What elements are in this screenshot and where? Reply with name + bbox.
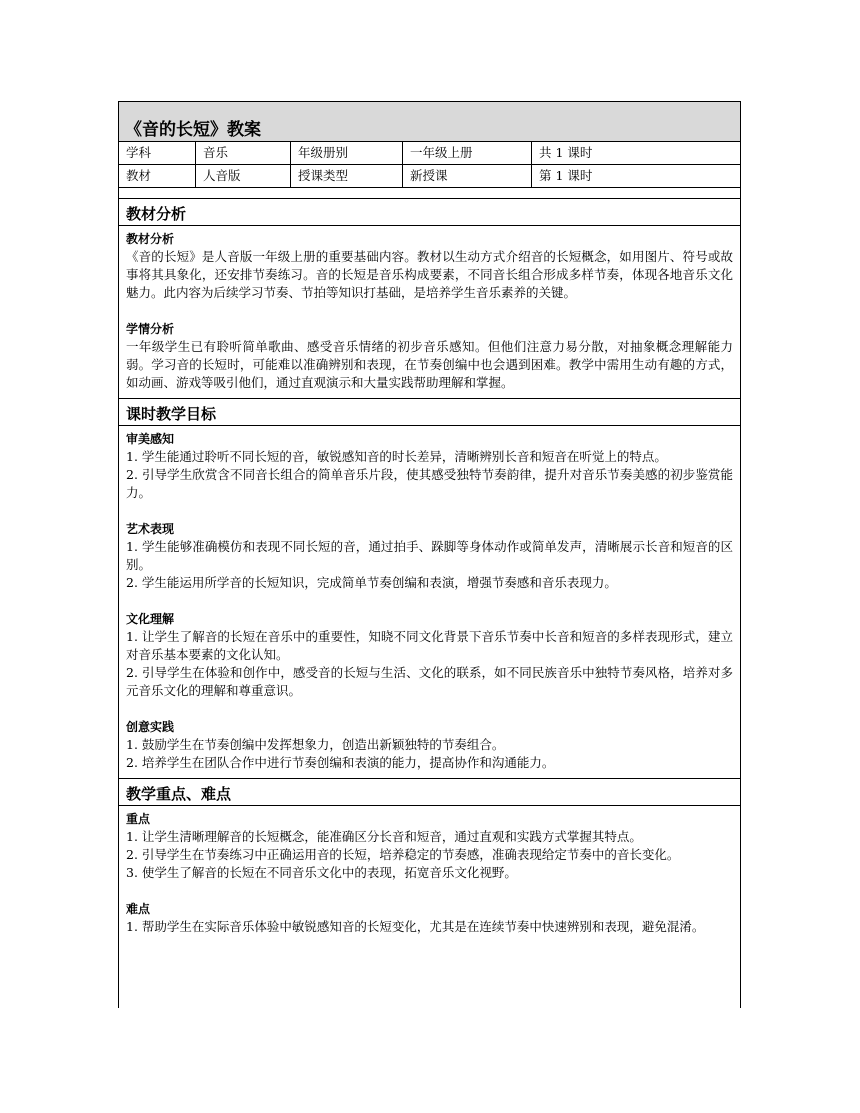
info-row <box>119 165 740 188</box>
info-cell: 音乐 <box>196 142 291 164</box>
info-cell: 共 1 课时 <box>539 145 593 160</box>
info-cell: 教材 <box>119 165 196 187</box>
row-spacer <box>119 188 740 198</box>
lesson-plan-document <box>118 101 741 1008</box>
key-points-section <box>119 778 740 942</box>
subsection-title: 审美感知 <box>126 432 175 446</box>
list-item: 1. 帮助学生在实际音乐体验中敏锐感知音的长短变化，尤其是在连续节奏中快速辨别和表现，避免混淆。 <box>126 919 705 934</box>
info-cell: 授课类型 <box>291 165 403 187</box>
info-cell: 新授课 <box>403 165 532 187</box>
info-cell: 第 1 课时 <box>539 168 593 183</box>
list-item: 2. 引导学生在体验和创作中，感受音的长短与生活、文化的联系，如不同民族音乐中独特节奏风格，培养对多元音乐文化的理解和尊重意识。 <box>126 665 733 698</box>
paragraph: 《音的长短》是人音版一年级上册的重要基础内容。教材以生动方式介绍音的长短概念，如用图片、符号或故事将其具象化，还安排节奏练习。音的长短是音乐构成要素，不同音长组合形成多样节奏，体现各地音乐文化魅力。此内容为后续学习节奏、节拍等知识打基础，是培养学生音乐素养的关键。 <box>126 249 733 300</box>
document-title: 《音的长短》教案 <box>119 102 740 142</box>
section-heading: 教学重点、难点 <box>119 779 740 806</box>
list-item: 2. 引导学生在节奏练习中正确运用音的长短，培养稳定的节奏感，准确表现给定节奏中的音长变化。 <box>126 847 680 862</box>
paragraph: 一年级学生已有聆听简单歌曲、感受音乐情绪的初步音乐感知。但他们注意力易分散，对抽象概念理解能力弱。学习音的长短时，可能难以准确辨别和表现，在节奏创编中也会遇到困难。教学中需用生动有趣的方式，如动画、游戏等吸引他们，通过直观演示和大量实践帮助理解和掌握。 <box>126 339 733 390</box>
subsection-title: 难点 <box>126 902 151 916</box>
list-item: 1. 让学生清晰理解音的长短概念，能准确区分长音和短音，通过直观和实践方式掌握其特点。 <box>126 829 642 844</box>
section-heading: 课时教学目标 <box>119 399 740 426</box>
list-item: 1. 让学生了解音的长短在音乐中的重要性，知晓不同文化背景下音乐节奏中长音和短音的多样表现形式，建立对音乐基本要素的文化认知。 <box>126 629 733 662</box>
info-cell: 学科 <box>119 142 196 164</box>
subsection-title: 重点 <box>126 812 151 826</box>
info-cell: 人音版 <box>196 165 291 187</box>
list-item: 1. 学生能够准确模仿和表现不同长短的音，通过拍手、跺脚等身体动作或简单发声，清晰展示长音和短音的区别。 <box>126 539 733 572</box>
info-row <box>119 142 740 165</box>
info-cell: 年级册别 <box>291 142 403 164</box>
subsection-title: 文化理解 <box>126 612 175 626</box>
section-heading: 教材分析 <box>119 199 740 226</box>
list-item: 3. 使学生了解音的长短在不同音乐文化中的表现，拓宽音乐文化视野。 <box>126 865 517 880</box>
info-cell: 一年级上册 <box>403 142 532 164</box>
list-item: 1. 学生能通过聆听不同长短的音，敏锐感知音的时长差异，清晰辨别长音和短音在听觉上的特点。 <box>126 449 667 464</box>
list-item: 2. 学生能运用所学音的长短知识，完成简单节奏创编和表演，增强节奏感和音乐表现力。 <box>126 575 617 590</box>
subsection-title: 艺术表现 <box>126 522 175 536</box>
material-analysis-section <box>119 198 740 398</box>
list-item: 2. 培养学生在团队合作中进行节奏创编和表演的能力，提高协作和沟通能力。 <box>126 755 555 770</box>
list-item: 1. 鼓励学生在节奏创编中发挥想象力，创造出新颖独特的节奏组合。 <box>126 737 505 752</box>
objectives-section <box>119 398 740 778</box>
subsection-title: 教材分析 <box>126 232 175 246</box>
subsection-title: 创意实践 <box>126 720 175 734</box>
list-item: 2. 引导学生欣赏含不同音长组合的简单音乐片段，使其感受独特节奏韵律，提升对音乐节奏美感的初步鉴赏能力。 <box>126 467 733 500</box>
subsection-title: 学情分析 <box>126 322 175 336</box>
